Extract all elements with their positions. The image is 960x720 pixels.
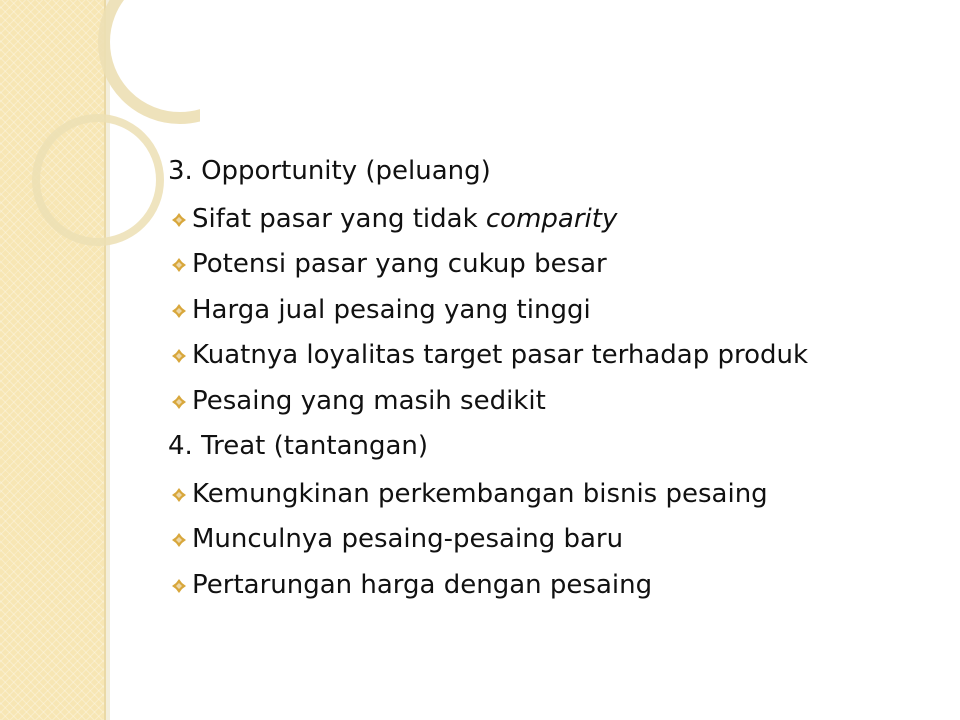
decorative-ring-small (36, 118, 160, 242)
bullet-item (168, 384, 938, 416)
bullet-text: Kuatnya loyalitas target pasar terhadap produk (192, 340, 809, 370)
bullet-item (168, 202, 938, 234)
diamond-bullet-icon (172, 488, 186, 502)
bullet-item (168, 338, 938, 370)
bullet-emphasis: comparity (485, 203, 618, 234)
bullet-item (168, 293, 938, 325)
bullet-text: Sifat pasar yang tidak comparity (192, 203, 618, 234)
bullet-item (168, 477, 938, 509)
bullet-text: Munculnya pesaing-pesaing baru (192, 524, 624, 554)
diamond-bullet-icon (172, 533, 186, 547)
bullet-text: Pesaing yang masih sedikit (192, 385, 546, 416)
bullet-text: Potensi pasar yang cukup besar (192, 249, 607, 279)
diamond-bullet-icon (172, 213, 186, 227)
diamond-bullet-icon (172, 395, 186, 409)
bullet-item (168, 247, 938, 279)
heading-opportunity (168, 154, 938, 188)
heading-text: 4. Treat (tantangan) (168, 431, 429, 461)
slide-content-list (168, 154, 938, 613)
bullet-text: Pertarungan harga dengan pesaing (192, 569, 653, 600)
diamond-bullet-icon (172, 304, 186, 318)
diamond-bullet-icon (172, 579, 186, 593)
diamond-bullet-icon (172, 258, 186, 272)
heading-text: 3. Opportunity (peluang) (168, 156, 491, 186)
bullet-text: Harga jual pesaing yang tinggi (192, 294, 591, 325)
heading-treat (168, 429, 938, 463)
bullet-text: Kemungkinan perkembangan bisnis pesaing (192, 478, 768, 509)
decorative-ring-large (104, 0, 200, 118)
diamond-bullet-icon (172, 349, 186, 363)
bullet-item (168, 568, 938, 600)
bullet-item (168, 522, 938, 554)
